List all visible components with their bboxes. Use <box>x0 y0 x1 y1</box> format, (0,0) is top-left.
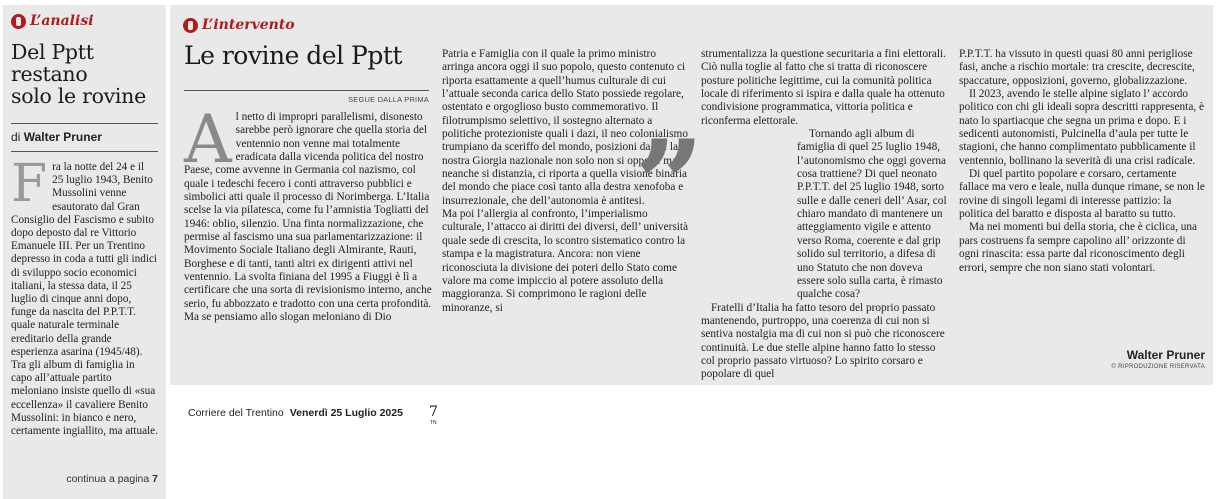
paragraph: Tornando agli album di famiglia di quel 25 luglio 1948, l’autonomismo che oggi governa cosa trattiene? Di quel neonato P.P.T.T. del 25 luglio 1948, sorto sulle e dalle ceneri dell’ Asar, col chiaro mandato di mantenere un atteggiamento vigile e attento verso Roma, coerente e dal grip solido sul territorio, a difesa di uno Statuto che non doveva essere solo sulla carta, è rimasto qualche cosa? <box>797 128 947 301</box>
segue-label: SEGUE DALLA PRIMA <box>184 90 429 104</box>
left-headline-line-1: Del Pptt restano <box>11 40 94 86</box>
continue-page-number: 7 <box>152 473 158 485</box>
left-dropcap: F <box>11 154 48 214</box>
paragraph: Il 2023, avendo le stelle alpine siglato l’ accordo politico con chi gli ideali sopra descritti rappresenta, è nato lo spartiacque che segna un prima e dopo. E i sedicenti autonomisti, Pulcinella d’aula per tutte le stagioni, che hanno complimentato pubblicamente il ventennio, bollinano la severità di una crisi radicale. <box>959 88 1204 167</box>
edition-code: TN <box>429 420 437 426</box>
paragraph: Di quel partito popolare e corsaro, certamente fallace ma vero e leale, nulla dunque rimane, se non le rovine di singoli legami di interesse pattizio: la politica del baratto e disposta al baratto su tutto. <box>959 168 1205 221</box>
left-byline <box>11 123 158 152</box>
right-intervention-article <box>170 5 1213 385</box>
paragraph: Ma poi l’allergia al confronto, l’imperialismo culturale, l’attacco ai diritti dei diversi, dell’ università quale sede di crescita, lo scontro sistematico contro la stampa e la magistratura. Ancora: non viene riconosciuta la divisione dei poteri dello Stato come valore ma come impiccio al potere assoluto della maggioranza. Si comprimono le ragioni delle minoranze, si <box>442 208 689 314</box>
copyright-notice: © RIPRODUZIONE RISERVATA <box>1111 364 1205 370</box>
article-column-1 <box>184 101 432 325</box>
left-analysis-column <box>3 5 166 499</box>
kicker-logo-icon <box>183 18 198 33</box>
right-kicker <box>183 17 295 33</box>
paragraph <box>184 101 432 325</box>
article-column-3 <box>701 48 949 382</box>
right-kicker-label: L’intervento <box>202 17 295 33</box>
left-headline <box>11 41 158 107</box>
newspaper-name: Corriere del Trentino <box>188 407 284 419</box>
paragraph: strumentalizza la questione securitaria a fini elettorali. Ciò nulla toglie al fatto che si tratta di riconoscere posture politiche legittime, cui la comunità politica locale di riferimento si ispira e dalla quale ha ottenuto condivisione programmatica, vittoria politica e riconferma elettorale. <box>701 48 946 127</box>
byline-author: Walter Pruner <box>23 130 102 144</box>
continue-label: continua a pagina <box>66 473 150 485</box>
issue-date: Venerdì 25 Luglio 2025 <box>289 407 403 419</box>
article-signature: Walter Pruner <box>1126 348 1205 362</box>
continue-link[interactable] <box>66 473 158 485</box>
left-kicker-label: L’analisi <box>30 13 94 29</box>
quote-mark-icon: ” <box>635 114 705 255</box>
page-number <box>428 404 438 426</box>
page-footer <box>188 404 438 426</box>
article-dropcap: A <box>184 101 232 178</box>
article-headline: Le rovine del Pptt <box>184 41 402 70</box>
left-kicker <box>11 13 158 29</box>
kicker-logo-icon <box>11 14 26 29</box>
paragraph: Patria e Famiglia con il quale la primo ministro arringa ancora oggi il suo popolo, questo contenuto ci riporta esattamente a quell’humus culturale di cui l’attuale seconda carica dello Stato possiede regolare, ostentato e orgoglioso busto commemorativo. Il filotrumpismo selettivo, il sostegno alternato a politiche protezioniste quali i dazi, il neo colonialismo trumpiano da sceriffo del mondo, posizioni da cui la nostra Giorgia nazionale non solo non si oppone ma neanche si distanzia, ci riporta a quella visione binaria del mondo che piace così tanto alla destra xenofoba e insurrezionale, che dell’autonomia è antitesi. <box>442 48 688 207</box>
article-column-4 <box>959 48 1207 275</box>
page-number-value: 7 <box>428 404 438 420</box>
left-headline-line-2: solo le rovine <box>11 84 146 108</box>
left-body-text: ra la notte del 24 e il 25 luglio 1943, Benito Mussolini venne esautorato dal Gran Consiglio del Fascismo e subito dopo deposto dal re Vittorio Emanuele III. Per un Trentino depresso in coda a tutti gli indici di sviluppo socio economici italiani, la stessa data, il 25 luglio di cinque anni dopo, funge da nascita del P.P.T.T. quale naturale terminale ereditario della grande esperienza asarina (1945/48). Tra gli album di famiglia in capo all’attuale partito meloniano insiste quello di «sua eccellenza» il cavaliere Benito Mussolini: in bianco e nero, certamente ingiallito, ma attuale. <box>11 161 158 438</box>
paragraph-text: l netto di impropri parallelismi, disonesto sarebbe però ignorare che quella storia del ventennio non venne mai totalmente eradicata dalla vicenda politica del nostro Paese, come avvenne in Germania col nazismo, col quale i tedeschi fecero i conti attraverso pubblici e simbolici atti quale il processo di Norimberga. L’Italia scelse la via pilatesca, come fu l’amnistia Togliatti del 1946: oblio, silenzio. Una finta normalizzazione, che permise al fascismo una sua parlamentarizzazione: il Movimento Sociale Italiano degli Almirante, Rauti, Borghese e di tanti, tanti altri ex dirigenti attivi nel ventennio. La svolta finiana del 1995 a Fiuggi è lì a certificare che una sorta di revisionismo interno, anche serio, fu abbozzato e tradotto con una certa profondità. Ma se pensiamo allo slogan meloniano di Dio <box>184 111 432 324</box>
paragraph: Fratelli d’Italia ha fatto tesoro del proprio passato mantenendo, purtroppo, una coerenza di cui non si sentiva nostalgia ma di cui non si può che riconoscere continuità. Le due stelle alpine hanno fatto lo stesso col proprio passato virtuoso? Lo spirito corsaro e popolare di quel <box>701 301 945 381</box>
paragraph: Ma nei momenti bui della storia, che è ciclica, una pars costruens fa sempre capolino all’ orizzonte di ogni rinascita: essa parte dal riconoscimento degli errori, sempre che non siano stati volontari. <box>959 221 1198 274</box>
left-article-body <box>11 154 158 438</box>
byline-prefix: di <box>11 130 21 144</box>
paragraph: P.P.T.T. ha vissuto in questi quasi 80 anni perigliose fasi, anche a rischio mortale: tra crescite, decrescite, spaccature, opposizioni, governo, globalizzazione. <box>959 48 1195 87</box>
